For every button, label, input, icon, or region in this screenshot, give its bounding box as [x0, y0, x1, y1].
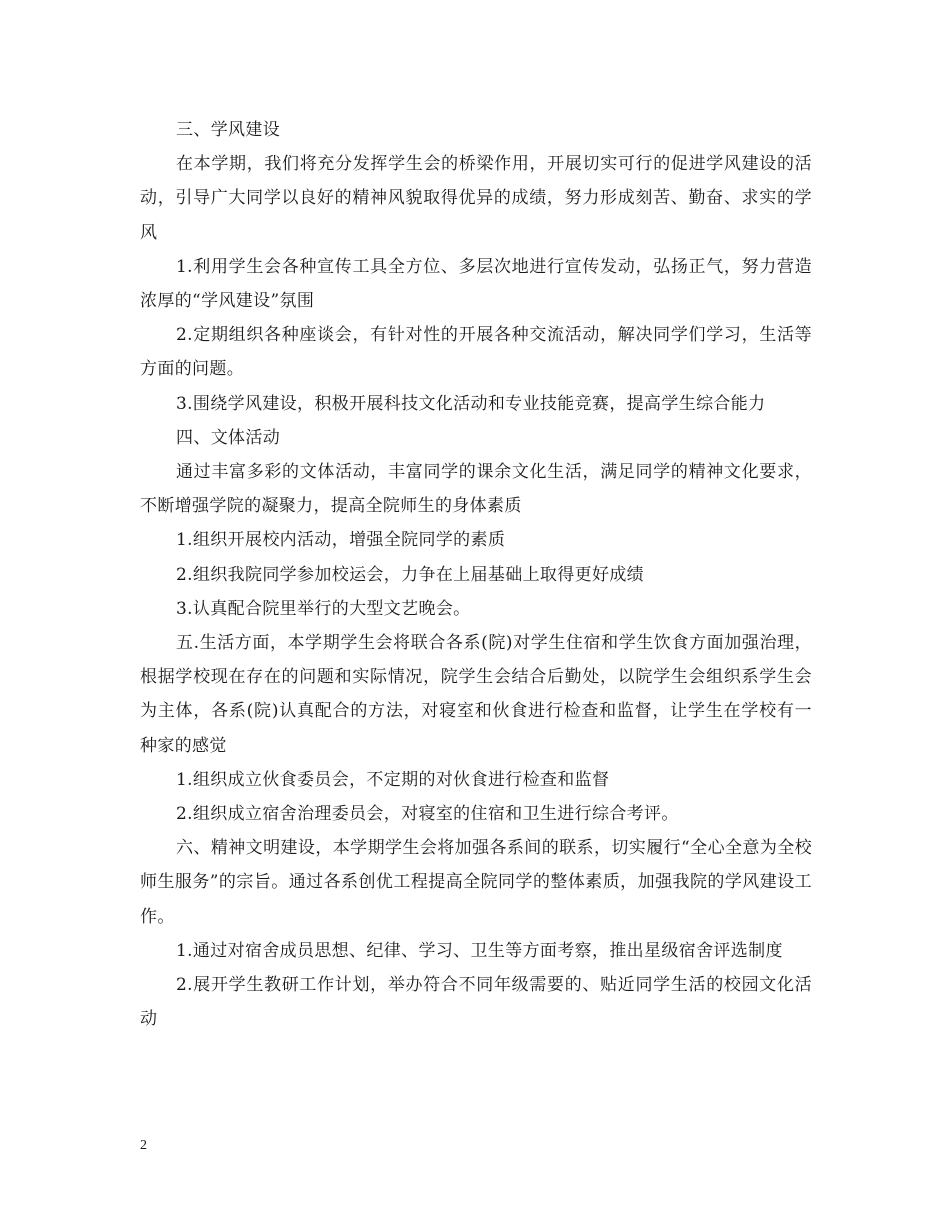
section-heading-sports-culture: 四、文体活动 [176, 427, 281, 448]
list-item: 2.展开学生教研工作计划，举办符合不同年级需要的、贴近同学生活的校园文化活动 [140, 975, 812, 1030]
list-item: 1.组织成立伙食委员会，不定期的对伙食进行检查和监督 [176, 769, 610, 790]
section-paragraph-living: 五.生活方面，本学期学生会将联合各系(院)对学生住宿和学生饮食方面加强治理，根据学校现在存在的问题和实际情况，院学生会结合后勤处，以院学生会组织系学生会为主体，各系(院)认真配合的方法，对寝室和伙食进行检查和监督，让学生在学校有一种家的感觉 [140, 633, 812, 756]
document-body [140, 113, 812, 1036]
list-item: 1.通过对宿舍成员思想、纪律、学习、卫生等方面考察，推出星级宿舍评选制度 [176, 940, 783, 961]
paragraph: 通过丰富多彩的文体活动，丰富同学的课余文化生活，满足同学的精神文化要求，不断增强学院的凝聚力，提高全院师生的身体素质 [140, 462, 812, 517]
list-item: 2.定期组织各种座谈会，有针对性的开展各种交流活动，解决同学们学习，生活等方面的问题。 [140, 325, 812, 380]
list-item: 3.认真配合院里举行的大型文艺晚会。 [176, 598, 471, 619]
list-item: 2.组织成立宿舍治理委员会，对寝室的住宿和卫生进行综合考评。 [176, 804, 679, 825]
section-heading-study-style: 三、学风建设 [176, 120, 281, 140]
list-item: 2.组织我院同学参加校运会，力争在上届基础上取得更好成绩 [176, 564, 645, 585]
list-item: 1.组织开展校内活动，增强全院同学的素质 [176, 530, 506, 551]
list-item: 1.利用学生会各种宣传工具全方位、多层次地进行宣传发动，弘扬正气，努力营造浓厚的“学风建设”氛围 [140, 256, 812, 312]
paragraph: 在本学期，我们将充分发挥学生会的桥梁作用，开展切实可行的促进学风建设的活动，引导广大同学以良好的精神风貌取得优异的成绩，努力形成刻苦、勤奋、求实的学风 [140, 154, 812, 243]
page-number: 2 [140, 1138, 147, 1153]
list-item: 3.围绕学风建设，积极开展科技文化活动和专业技能竞赛，提高学生综合能力 [176, 393, 766, 414]
section-paragraph-civilization: 六、精神文明建设，本学期学生会将加强各系间的联系，切实履行“全心全意为全校师生服务”的宗旨。通过各系创优工程提高全院同学的整体素质，加强我院的学风建设工作。 [140, 838, 812, 927]
